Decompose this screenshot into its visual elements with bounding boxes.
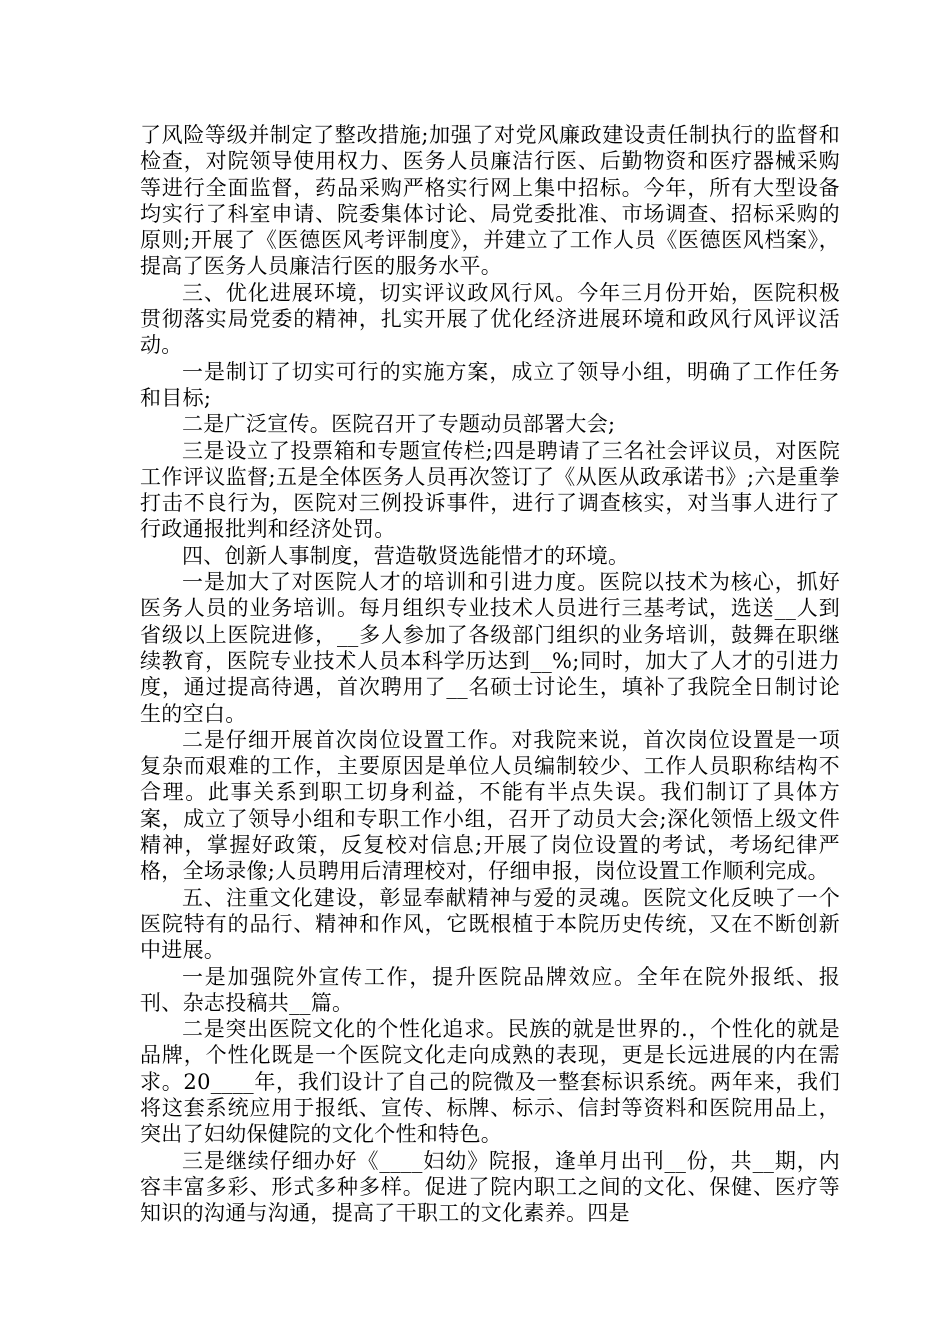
paragraph-2: 三、优化进展环境，切实评议政风行风。今年三月份开始，医院积极贯彻落实局党委的精神，扎实开展了优化经济进展环境和政风行风评议活动。	[140, 280, 840, 358]
paragraph-5: 三是设立了投票箱和专题宣传栏;四是聘请了三名社会评议员，对医院工作评议监督;五是全体医务人员再次签订了《从医从政承诺书》;六是重拳打击不良行为，医院对三例投诉事件，进行了调查核实，对当事人进行了行政通报批判和经济处罚。	[140, 438, 840, 542]
paragraph-4: 二是广泛宣传。医院召开了专题动员部署大会;	[182, 412, 616, 437]
paragraph-11: 二是突出医院文化的个性化追求。民族的就是世界的.，个性化的就是品牌，个性化既是一个医院文化走向成熟的表现，更是长远进展的内在需求。20____年，我们设计了自己的院微及一整套标识系统。两年来，我们将这套系统应用于报纸、宣传、标牌、标示、信封等资料和医院用品上，突出了妇幼保健院的文化个性和特色。	[140, 1017, 840, 1147]
paragraph-12: 三是继续仔细办好《____妇幼》院报，逢单月出刊__份，共__期，内容丰富多彩、形式多种多样。促进了院内职工之间的文化、保健、医疗等知识的沟通与沟通，提高了干职工的文化素养。四是	[140, 1148, 840, 1226]
document-body	[140, 122, 840, 1226]
paragraph-10: 一是加强院外宣传工作，提升医院品牌效应。全年在院外报纸、报刊、杂志投稿共__篇。	[140, 964, 840, 1015]
paragraph-1: 了风险等级并制定了整改措施;加强了对党风廉政建设责任制执行的监督和检查，对院领导使用权力、医务人员廉洁行医、后勤物资和医疗器械采购等进行全面监督，药品采购严格实行网上集中招标。今年，所有大型设备均实行了科室申请、院委集体讨论、局党委批准、市场调查、招标采购的原则;开展了《医德医风考评制度》，并建立了工作人员《医德医风档案》，提高了医务人员廉洁行医的服务水平。	[140, 123, 840, 279]
paragraph-6: 四、创新人事制度，营造敬贤选能惜才的环境。	[182, 543, 630, 568]
paragraph-7: 一是加大了对医院人才的培训和引进力度。医院以技术为核心，抓好医务人员的业务培训。每月组织专业技术人员进行三基考试，选送__人到省级以上医院进修，__多人参加了各级部门组织的业务培训，鼓舞在职继续教育，医院专业技术人员本科学历达到__%;同时，加大了人才的引进力度，通过提高待遇，首次聘用了__名硕士讨论生，填补了我院全日制讨论生的空白。	[140, 570, 840, 726]
paragraph-8: 二是仔细开展首次岗位设置工作。对我院来说，首次岗位设置是一项复杂而艰难的工作，主要原因是单位人员编制较少、工作人员职称结构不合理。此事关系到职工切身利益，不能有半点失误。我们制订了具体方案，成立了领导小组和专职工作小组，召开了动员大会;深化领悟上级文件精神，掌握好政策，反复校对信息;开展了岗位设置的考试，考场纪律严格，全场录像;人员聘用后清理校对，仔细申报，岗位设置工作顺利完成。	[140, 727, 840, 884]
paragraph-9: 五、注重文化建设，彰显奉献精神与爱的灵魂。医院文化反映了一个医院特有的品行、精神和作风，它既根植于本院历史传统，又在不断创新中进展。	[140, 885, 840, 963]
paragraph-3: 一是制订了切实可行的实施方案，成立了领导小组，明确了工作任务和目标;	[140, 359, 840, 410]
